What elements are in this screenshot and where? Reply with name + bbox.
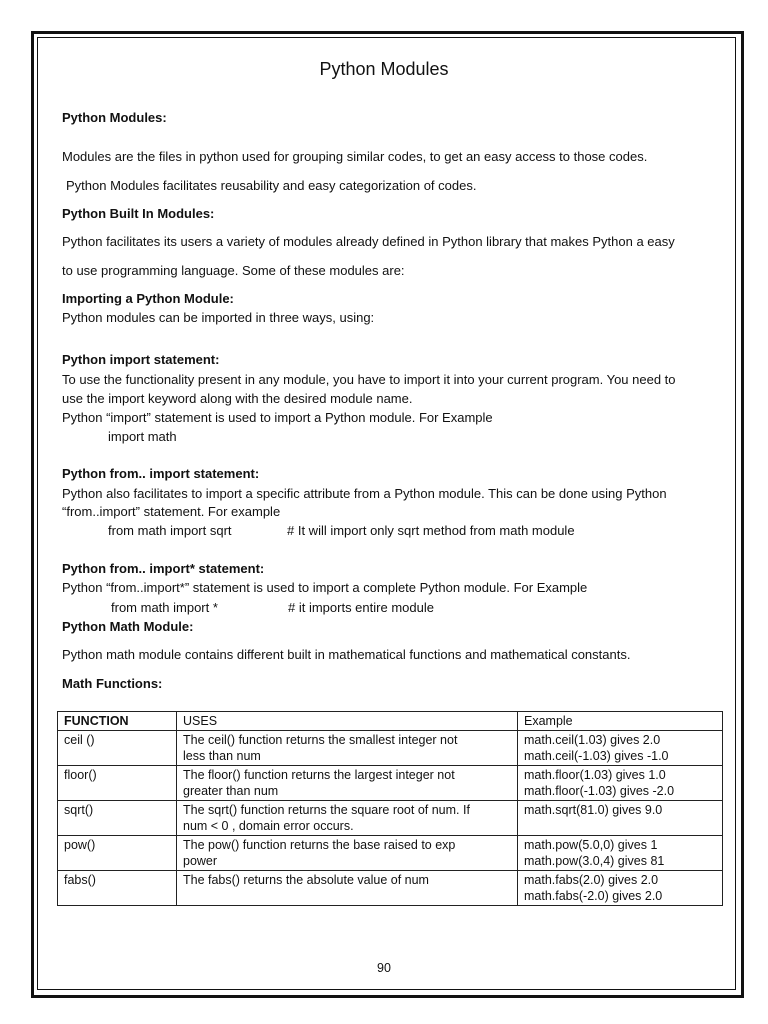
example-line: math.pow(5.0,0) gives 1 bbox=[524, 838, 658, 852]
paragraph-built-in-line-2: to use programming language. Some of these modules are: bbox=[62, 263, 405, 278]
paragraph-math-module: Python math module contains different built in mathematical functions and mathematical constants. bbox=[62, 647, 631, 662]
table-cell-function: floor() bbox=[58, 766, 177, 801]
paragraph-built-in-line-1: Python facilitates its users a variety of modules already defined in Python library that makes Python a easy bbox=[62, 234, 675, 249]
table-cell-function: fabs() bbox=[58, 871, 177, 906]
uses-line: power bbox=[183, 854, 218, 868]
table-cell-uses bbox=[177, 836, 518, 871]
section-heading-math-module: Python Math Module: bbox=[62, 619, 194, 634]
uses-line: The fabs() returns the absolute value of num bbox=[183, 873, 429, 887]
table-row bbox=[58, 871, 723, 906]
page-number: 90 bbox=[377, 961, 391, 975]
example-line: math.fabs(2.0) gives 2.0 bbox=[524, 873, 659, 887]
paragraph-import-line-2: use the import keyword along with the desired module name. bbox=[62, 391, 413, 406]
table-header-uses: USES bbox=[177, 712, 518, 731]
paragraph-from-import-star: Python “from..import*” statement is used to import a complete Python module. For Example bbox=[62, 580, 588, 595]
section-heading-from-import: Python from.. import statement: bbox=[62, 466, 260, 481]
example-line: math.ceil(1.03) gives 2.0 bbox=[524, 733, 661, 747]
uses-line bbox=[183, 888, 512, 904]
table-header-example: Example bbox=[518, 712, 723, 731]
table-cell-example bbox=[518, 836, 723, 871]
uses-line: The floor() function returns the largest integer not bbox=[183, 768, 455, 782]
code-from-math-import-star: from math import * bbox=[111, 600, 218, 615]
paragraph-importing: Python modules can be imported in three ways, using: bbox=[62, 310, 375, 325]
table-row bbox=[58, 801, 723, 836]
example-line: math.fabs(-2.0) gives 2.0 bbox=[524, 889, 663, 903]
table-cell-example bbox=[518, 731, 723, 766]
table-cell-function: ceil () bbox=[58, 731, 177, 766]
uses-line: greater than num bbox=[183, 784, 279, 798]
section-heading-import-statement: Python import statement: bbox=[62, 352, 220, 367]
table-cell-uses bbox=[177, 871, 518, 906]
paragraph-modules-benefits: Python Modules facilitates reusability and easy categorization of codes. bbox=[66, 178, 477, 193]
table-cell-uses bbox=[177, 731, 518, 766]
paragraph-from-import-line-2: “from..import” statement. For example bbox=[62, 504, 281, 519]
table-header-row bbox=[58, 712, 723, 731]
table-row bbox=[58, 766, 723, 801]
uses-line: less than num bbox=[183, 749, 261, 763]
paragraph-import-line-3: Python “import” statement is used to import a Python module. For Example bbox=[62, 410, 493, 425]
example-line bbox=[524, 818, 717, 834]
section-heading-python-modules: Python Modules: bbox=[62, 110, 167, 125]
table-row bbox=[58, 731, 723, 766]
example-line: math.floor(1.03) gives 1.0 bbox=[524, 768, 666, 782]
table-cell-example bbox=[518, 766, 723, 801]
paragraph-modules-definition: Modules are the files in python used for grouping similar codes, to get an easy access to those codes. bbox=[62, 149, 648, 164]
table-header-function: FUNCTION bbox=[58, 712, 177, 731]
table-cell-uses bbox=[177, 801, 518, 836]
uses-line: The pow() function returns the base raised to exp bbox=[183, 838, 456, 852]
table-cell-example bbox=[518, 801, 723, 836]
page-title: Python Modules bbox=[319, 59, 449, 79]
table-cell-example bbox=[518, 871, 723, 906]
table-cell-function: sqrt() bbox=[58, 801, 177, 836]
section-heading-from-import-star: Python from.. import* statement: bbox=[62, 561, 265, 576]
table-row bbox=[58, 836, 723, 871]
section-heading-built-in-modules: Python Built In Modules: bbox=[62, 206, 215, 221]
code-import-math: import math bbox=[108, 429, 177, 444]
paragraph-import-line-1: To use the functionality present in any module, you have to import it into your current program. You need to bbox=[62, 372, 676, 387]
example-line: math.pow(3.0,4) gives 81 bbox=[524, 854, 665, 868]
code-comment-star: # it imports entire module bbox=[288, 600, 434, 615]
uses-line: The ceil() function returns the smallest integer not bbox=[183, 733, 458, 747]
math-functions-table bbox=[57, 711, 723, 906]
uses-line: num < 0 , domain error occurs. bbox=[183, 819, 354, 833]
section-heading-math-functions: Math Functions: bbox=[62, 676, 163, 691]
example-line: math.floor(-1.03) gives -2.0 bbox=[524, 784, 675, 798]
table-cell-uses bbox=[177, 766, 518, 801]
uses-line: The sqrt() function returns the square root of num. If bbox=[183, 803, 470, 817]
example-line: math.ceil(-1.03) gives -1.0 bbox=[524, 749, 669, 763]
paragraph-from-import-line-1: Python also facilitates to import a specific attribute from a Python module. This can be done using Python bbox=[62, 486, 667, 501]
code-comment-sqrt: # It will import only sqrt method from math module bbox=[287, 523, 575, 538]
code-from-math-import-sqrt: from math import sqrt bbox=[108, 523, 232, 538]
example-line: math.sqrt(81.0) gives 9.0 bbox=[524, 803, 663, 817]
table-cell-function: pow() bbox=[58, 836, 177, 871]
section-heading-importing-module: Importing a Python Module: bbox=[62, 291, 234, 306]
